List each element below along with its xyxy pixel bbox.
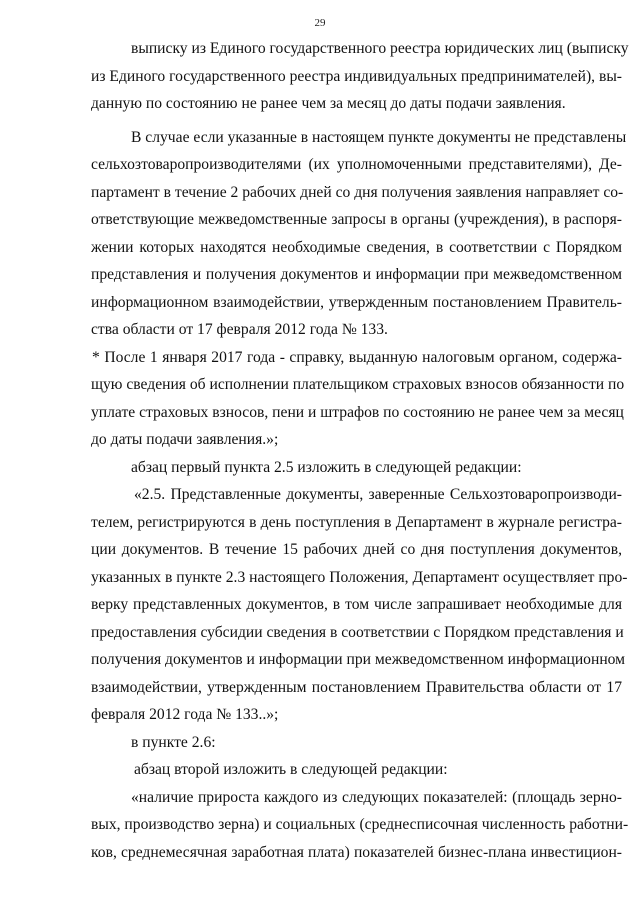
text-line: ков, среднемесячная заработная плата) показателей бизнес-плана инвестицион- (91, 843, 622, 861)
paragraph-amend-2-5 (91, 454, 622, 482)
text-line: указанных в пункте 2.3 настоящего Положения, Департамент осуществляет про- (91, 568, 628, 586)
paragraph-growth-indicators (91, 784, 629, 867)
text-line: получения документов и информации при межведомственном информационном (91, 651, 626, 668)
text-line: абзац первый пункта 2.5 изложить в следующей редакции: (131, 458, 522, 476)
paragraph-interagency-requests (91, 124, 627, 344)
text-line: «наличие прироста каждого из следующих показателей: (площадь зерно- (131, 788, 622, 806)
text-line: партамент в течение 2 рабочих дней со дня получения заявления направляет со- (91, 183, 624, 201)
text-line: из Единого государственного реестра индивидуальных предпринимателей), вы- (91, 67, 622, 85)
text-line: «2.5. Представленные документы, заверенные Сельхозтоваропроизводи- (134, 486, 622, 503)
paragraph-tax-certificate-note (87, 344, 625, 454)
paragraph-second-subparagraph (91, 756, 622, 784)
text-line: взаимодействии, утвержденным постановлением Правительства области от 17 (91, 678, 622, 696)
text-line: абзац второй изложить в следующей редакции: (134, 761, 448, 778)
text-line: сельхозтоваропроизводителями (их уполномоченными представителями), Де- (91, 156, 622, 173)
text-line: вых, производство зерна) и социальных (среднесписочная численность работни- (91, 816, 629, 833)
paragraph-extract-continuation (51, 35, 629, 118)
text-line: ции документов. В течение 15 рабочих дней со дня поступления документов, (91, 541, 622, 558)
text-line: верку представленных документов, в том числе запрашивает необходимые для (91, 596, 622, 613)
paragraph-clause-2-5-text (91, 481, 628, 729)
text-line: уплате страховых взносов, пени и штрафов по состоянию не ранее чем за месяц (91, 403, 624, 421)
text-line: информационном взаимодействии, утвержденным постановлением Правитель- (91, 293, 622, 311)
text-line: предоставления субсидии сведения в соответствии с Порядком представления и (91, 623, 624, 641)
text-line: телем, регистрируются в день поступления в Департамент в журнале регистра- (91, 513, 622, 531)
text-line: выписку из Единого государственного реестра юридических лиц (выписку (131, 40, 629, 57)
text-line: * После 1 января 2017 года - справку, выданную налоговым органом, содержа- (92, 348, 622, 366)
text-line: ства области от 17 февраля 2012 года № 133. (91, 321, 388, 338)
text-line: до даты подачи заявления.»; (91, 431, 279, 448)
text-line: в пункте 2.6: (131, 733, 216, 751)
text-line: В случае если указанные в настоящем пункте документы не представлены (131, 128, 627, 146)
text-line: представления и получения документов и информации при межведомственном (91, 266, 622, 283)
text-line: февраля 2012 года № 133..»; (91, 706, 279, 723)
text-line: данную по состоянию не ранее чем за месяц до даты подачи заявления. (91, 95, 566, 112)
text-line: ответствующие межведомственные запросы в органы (учреждения), в распоря- (91, 211, 622, 228)
text-line: щую сведения об исполнении плательщиком страховых взносов обязанности по (91, 376, 625, 393)
page-number: 29 (314, 17, 326, 29)
document-body (91, 35, 629, 866)
text-line: жении которых находятся необходимые сведения, в соответствии с Порядком (91, 238, 622, 256)
paragraph-in-clause-2-6 (91, 729, 622, 757)
